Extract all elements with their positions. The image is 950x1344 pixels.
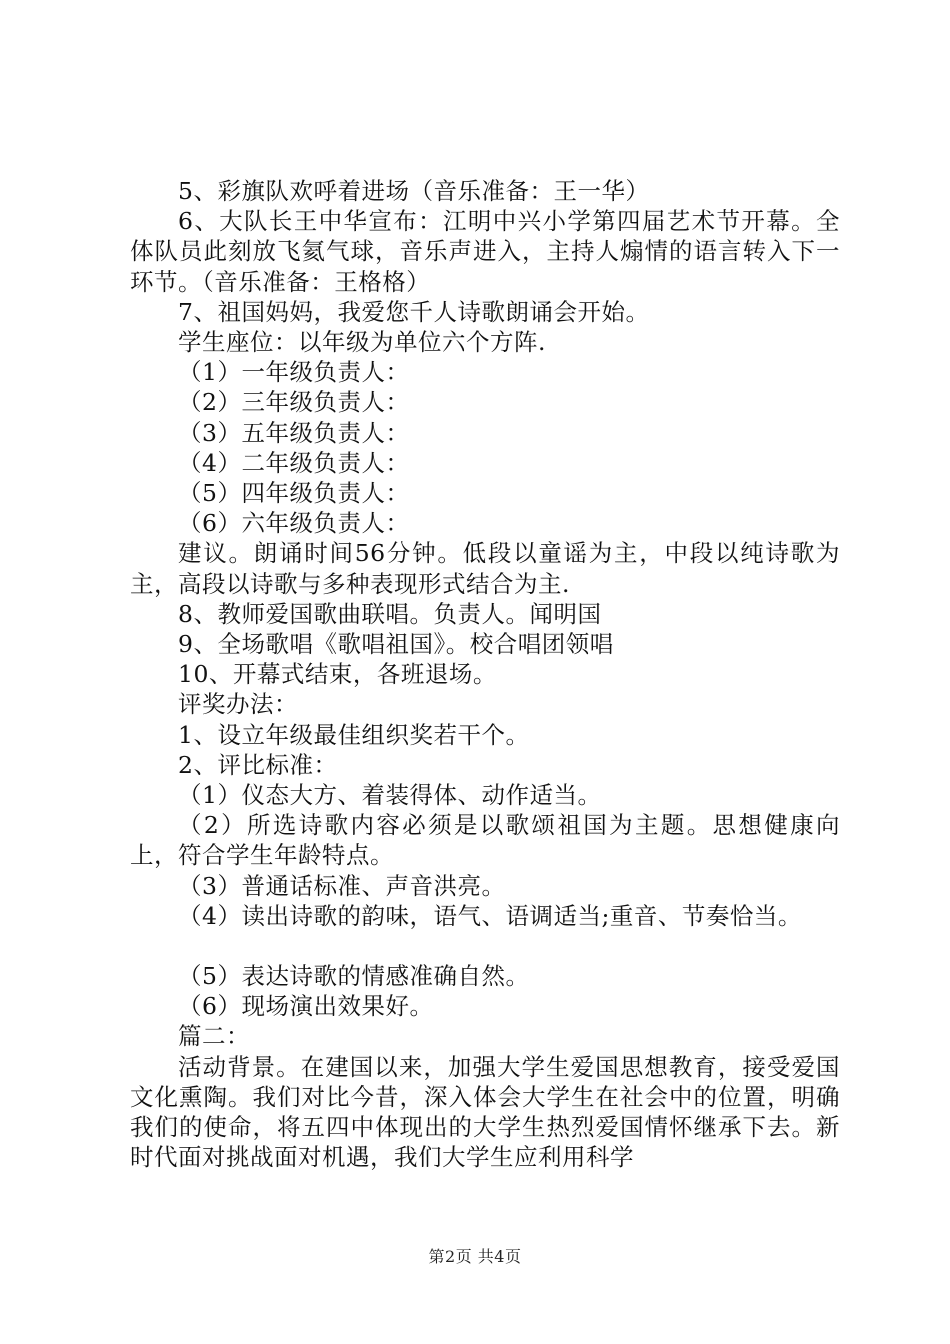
paragraph: 10、开幕式结束，各班退场。 xyxy=(178,660,497,689)
paragraph: （2）三年级负责人： xyxy=(178,388,410,417)
paragraph: 9、全场歌唱《歌唱祖国》。校合唱团领唱 xyxy=(178,630,614,659)
paragraph: 1、设立年级最佳组织奖若干个。 xyxy=(178,720,530,749)
paragraph: （2）所选诗歌内容必须是以歌颂祖国为主题。思想健康向上，符合学生年龄特点。 xyxy=(130,811,840,870)
paragraph: （4）读出诗歌的韵味，语气、语调适当;重音、节奏恰当。 xyxy=(178,901,802,930)
paragraph: 8、教师爱国歌曲联唱。负责人。闻明国 xyxy=(178,599,602,628)
paragraph: 7、祖国妈妈，我爱您千人诗歌朗诵会开始。 xyxy=(178,297,650,326)
paragraph: （3）五年级负责人： xyxy=(178,418,410,447)
paragraph: （6）现场演出效果好。 xyxy=(178,992,434,1021)
paragraph: （1）仪态大方、着装得体、动作适当。 xyxy=(178,781,602,810)
paragraph: 评奖办法： xyxy=(178,690,298,719)
paragraph: （5）表达诗歌的情感准确自然。 xyxy=(178,962,530,991)
paragraph: 6、大队长王中华宣布：江明中兴小学第四届艺术节开幕。全体队员此刻放飞氦气球，音乐声进入，主持人煽情的语言转入下一环节。（音乐准备：王格格） xyxy=(130,207,840,296)
paragraph: 5、彩旗队欢呼着进场（音乐准备：王一华） xyxy=(178,177,650,205)
document-body xyxy=(130,176,840,1173)
paragraph: （3）普通话标准、声音洪亮。 xyxy=(178,871,506,900)
paragraph: （5）四年级负责人： xyxy=(178,479,410,508)
paragraph: 2、评比标准： xyxy=(178,750,338,779)
paragraph: 学生座位：以年级为单位六个方阵. xyxy=(178,328,546,357)
paragraph: （1）一年级负责人： xyxy=(178,358,410,387)
paragraph: 篇二： xyxy=(178,1022,250,1051)
paragraph: （6）六年级负责人： xyxy=(178,509,410,538)
paragraph: 活动背景。在建国以来，加强大学生爱国思想教育，接受爱国文化熏陶。我们对比今昔，深入体会大学生在社会中的位置，明确我们的使命，将五四中体现出的大学生热烈爱国情怀继承下去。新时代面对挑战面对机遇，我们大学生应利用科学 xyxy=(130,1052,840,1172)
paragraph: 建议。朗诵时间56分钟。低段以童谣为主，中段以纯诗歌为主，高段以诗歌与多种表现形式结合为主. xyxy=(130,539,840,598)
page-number-footer: 第2页 共4页 xyxy=(428,1247,522,1266)
paragraph: （4）二年级负责人： xyxy=(178,448,410,477)
